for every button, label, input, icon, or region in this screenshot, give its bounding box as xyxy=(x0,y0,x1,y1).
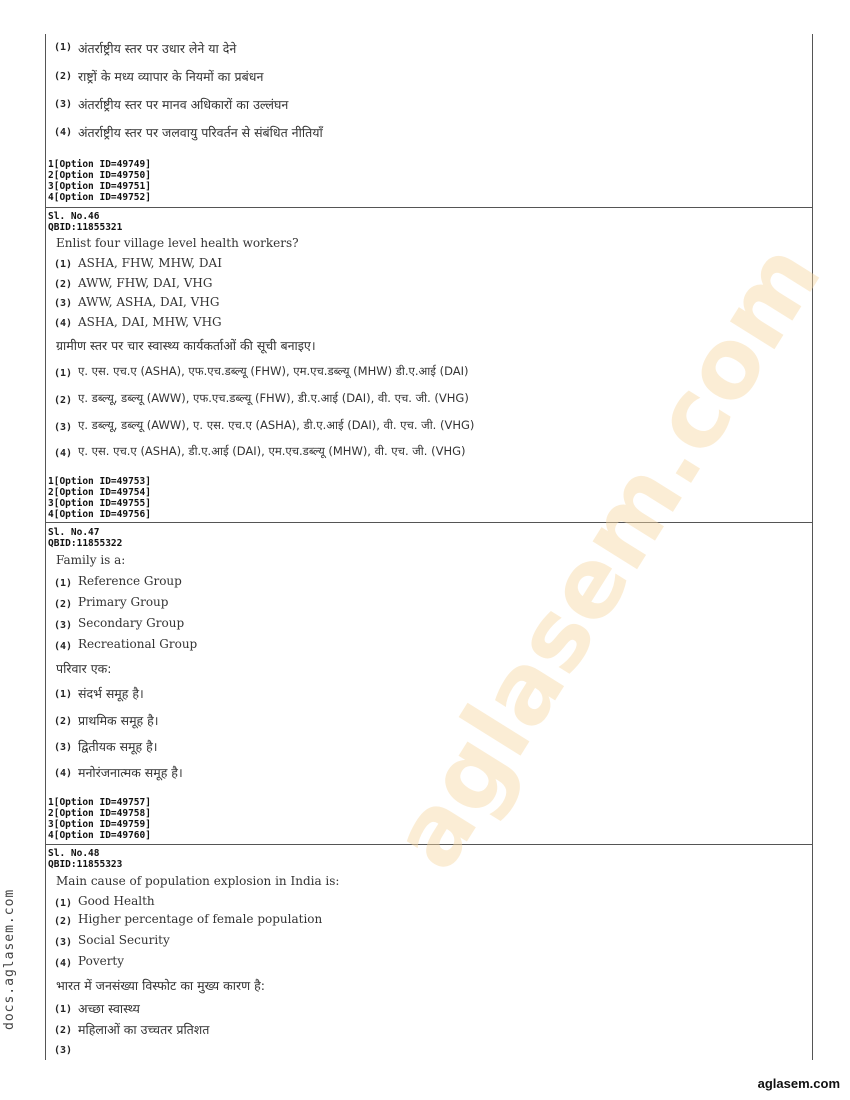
qbid: QBID:11855321 xyxy=(48,222,123,233)
option-text: द्वितीयक समूह है। xyxy=(78,739,158,754)
option-text: राष्ट्रों के मध्य व्यापार के नियमों का प्रबंधन xyxy=(78,69,264,84)
option-text: अंतर्राष्ट्रीय स्तर पर उधार लेने या देने xyxy=(78,41,237,56)
option-number: (1) xyxy=(54,578,73,589)
option-text: संदर्भ समूह है। xyxy=(78,686,144,701)
question-text: Enlist four village level health workers? xyxy=(56,236,299,250)
hindi-question-text: ग्रामीण स्तर पर चार स्वास्थ्य कार्यकर्ताओं की सूची बनाइए। xyxy=(56,338,316,353)
option-number: (2) xyxy=(54,71,73,82)
option-number: (2) xyxy=(54,395,73,406)
serial-number: Sl. No.47 xyxy=(48,527,100,538)
option-number: (1) xyxy=(54,259,73,270)
option-text: Primary Group xyxy=(78,595,169,609)
qbid: QBID:11855323 xyxy=(48,859,123,870)
option-text: ASHA, DAI, MHW, VHG xyxy=(78,315,222,329)
option-ids: 1[Option ID=49753] 2[Option ID=49754] 3[Option ID=49755] 4[Option ID=49756] xyxy=(48,476,151,520)
option-number: (1) xyxy=(54,689,73,700)
question-text: Family is a: xyxy=(56,553,126,567)
option-text: Recreational Group xyxy=(78,637,198,651)
option-number: (3) xyxy=(54,99,73,110)
watermark: aglasem.com xyxy=(370,224,843,888)
option-text: अंतर्राष्ट्रीय स्तर पर जलवायु परिवर्तन से संबंधित नीतियाँ xyxy=(78,125,323,140)
option-number: (1) xyxy=(54,1004,73,1015)
serial-number: Sl. No.48 xyxy=(48,848,100,859)
option-number: (4) xyxy=(54,318,73,329)
option-ids: 1[Option ID=49757] 2[Option ID=49758] 3[Option ID=49759] 4[Option ID=49760] xyxy=(48,797,151,841)
option-text: Good Health xyxy=(78,894,155,908)
serial-number: Sl. No.46 xyxy=(48,211,100,222)
option-number: (4) xyxy=(54,958,73,969)
question-text: Main cause of population explosion in India is: xyxy=(56,874,340,888)
option-number: (3) xyxy=(54,620,73,631)
question-frame xyxy=(45,34,813,1060)
option-text: Social Security xyxy=(78,933,170,947)
option-text: AWW, ASHA, DAI, VHG xyxy=(78,295,220,309)
option-text: प्राथमिक समूह है। xyxy=(78,713,159,728)
option-text: AWW, FHW, DAI, VHG xyxy=(78,276,213,290)
question-meta xyxy=(48,848,122,870)
question-meta xyxy=(48,211,122,233)
option-text: मनोरंजनात्मक समूह है। xyxy=(78,765,183,780)
option-number: (2) xyxy=(54,599,73,610)
option-number: (3) xyxy=(54,422,73,433)
option-number: (2) xyxy=(54,916,73,927)
option-text: ए. एस. एच.ए (ASHA), एफ.एच.डब्ल्यू (FHW), एम.एच.डब्ल्यू (MHW) डी.ए.आई (DAI) xyxy=(78,364,469,378)
option-number: (2) xyxy=(54,279,73,290)
option-text: Poverty xyxy=(78,954,125,968)
side-url-text: docs.aglasem.com xyxy=(2,888,17,1030)
divider xyxy=(45,522,812,523)
hindi-question-text: परिवार एक: xyxy=(56,661,112,676)
option-ids: 1[Option ID=49749] 2[Option ID=49750] 3[Option ID=49751] 4[Option ID=49752] xyxy=(48,159,151,203)
option-number: (1) xyxy=(54,42,73,53)
brand-footer[interactable]: aglasem.com xyxy=(757,1076,840,1091)
option-number: (2) xyxy=(54,1025,73,1036)
option-text: अच्छा स्वास्थ्य xyxy=(78,1001,140,1016)
option-text: अंतर्राष्ट्रीय स्तर पर मानव अधिकारों का उल्लंघन xyxy=(78,97,289,112)
option-text: महिलाओं का उच्चतर प्रतिशत xyxy=(78,1022,210,1037)
option-number: (3) xyxy=(54,298,73,309)
qbid: QBID:11855322 xyxy=(48,538,123,549)
option-text: Secondary Group xyxy=(78,616,185,630)
option-text: ए. डब्ल्यू, डब्ल्यू (AWW), ए. एस. एच.ए (ASHA), डी.ए.आई (DAI), वी. एच. जी. (VHG) xyxy=(78,418,475,432)
option-text: Reference Group xyxy=(78,574,182,588)
question-meta xyxy=(48,527,122,549)
option-number: (3) xyxy=(54,1045,73,1056)
hindi-question-text: भारत में जनसंख्या विस्फोट का मुख्य कारण है: xyxy=(56,978,265,993)
option-number: (3) xyxy=(54,742,73,753)
option-number: (4) xyxy=(54,641,73,652)
option-number: (2) xyxy=(54,716,73,727)
option-number: (1) xyxy=(54,898,73,909)
option-text: ए. डब्ल्यू, डब्ल्यू (AWW), एफ.एच.डब्ल्यू (FHW), डी.ए.आई (DAI), वी. एच. जी. (VHG) xyxy=(78,391,469,405)
option-number: (4) xyxy=(54,127,73,138)
option-number: (4) xyxy=(54,768,73,779)
option-number: (1) xyxy=(54,368,73,379)
option-text: ASHA, FHW, MHW, DAI xyxy=(78,256,222,270)
option-text: Higher percentage of female population xyxy=(78,912,323,926)
divider xyxy=(45,207,812,208)
option-text: ए. एस. एच.ए (ASHA), डी.ए.आई (DAI), एम.एच.डब्ल्यू (MHW), वी. एच. जी. (VHG) xyxy=(78,444,466,458)
option-number: (4) xyxy=(54,448,73,459)
option-number: (3) xyxy=(54,937,73,948)
